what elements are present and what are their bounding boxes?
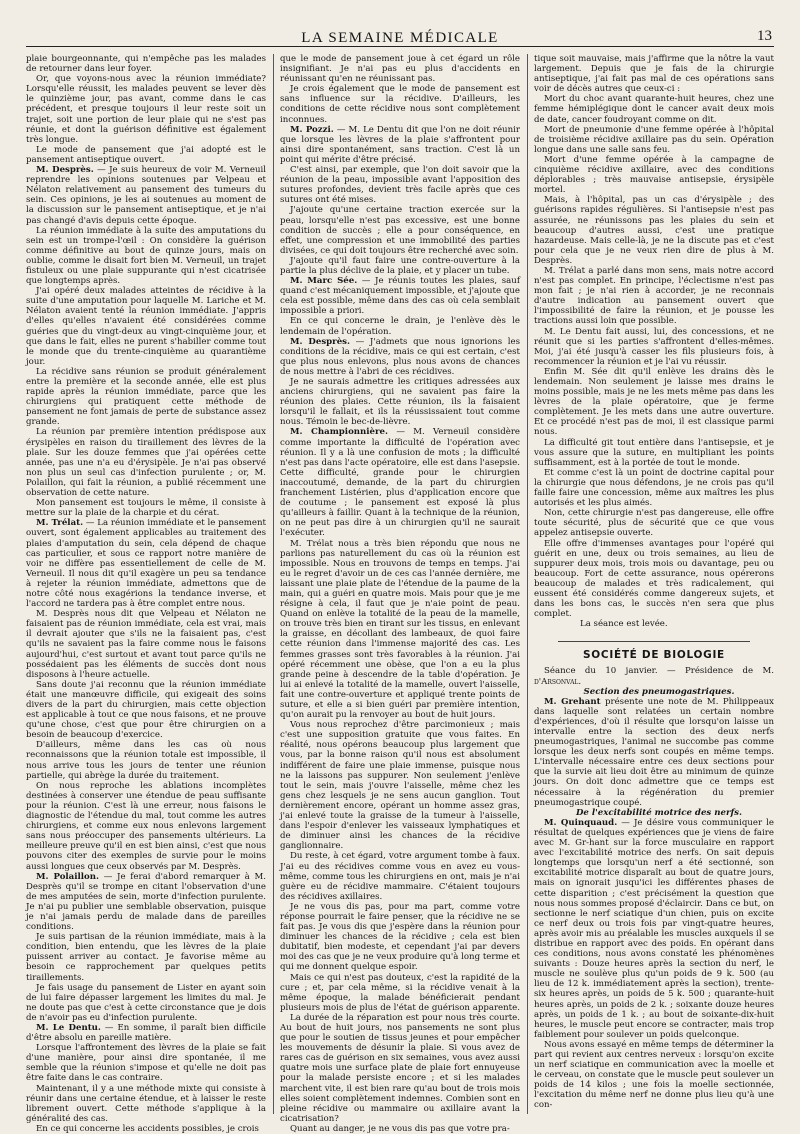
speaker-paragraph: [26, 518, 266, 609]
speaker-paragraph: [26, 872, 266, 933]
speaker-text: — Je ferai d'abord remarquer à M. Desprès qu'il se trompe en citant l'observation d'une de mes amputées de sein, morte d'infection purulente. Je n'ai pu publier une semblable observation, puisque je n'ai jamais perdu de malade dans de pareilles conditions.: [26, 871, 266, 933]
paragraph: que le mode de pansement joue à cet égard un rôle insignifiant. Je n'ai pas eu plus d'accidents en réunissant qu'en ne réunissant pas.: [280, 54, 520, 85]
president-name: d'Arsonval.: [534, 676, 582, 687]
speaker-text: — J'admets que nous ignorions les conditions de la récidive, mais ce qui est certain, c'est que plus nous enlevons, plus nous avons de chances de nous mettre à l'abri de ces récidives.: [280, 336, 521, 377]
paragraph: La réunion immédiate à la suite des amputations du sein est un trompe-l'œil : On considère la guérison comme définitive au bout de quinze jours, mais on oublie, comme le disait fort bien M. Verneuil, un trajet fistuleux ou une plaie suppurante qui n'est cicatrisée que longtemps après.: [26, 225, 266, 287]
speaker-paragraph: [280, 125, 520, 165]
speaker-paragraph: [26, 165, 266, 226]
subsection-title: De l'excitabilité motrice des nerfs.: [575, 807, 743, 818]
paragraph: Lorsque l'affrontement des lèvres de la plaie se fait d'une manière, pour ainsi dire spontanée, il me semble que la réunion s'impose et qu'elle ne doit pas être faite dans le cas contraire.: [26, 1043, 266, 1084]
paragraph: Vous nous reprochez d'être parcimonieux ; mais c'est une supposition gratuite que vous faites. En réalité, nous opérons beaucoup plus largement que vous, par la bonne raison qu'il nous est absolument indifférent de faire une plaie immense, puisque nous ne la laissons pas suppurer. Non seulement j'enlève tout le sein, mais j'ouvre l'aisselle, même chez les gens chez lesquels je ne sens aucun ganglion. Tout dernièrement encore, opérant un homme assez gras, j'ai enlevé toute la graisse de la tumeur à l'aisselle, dans l'espoir d'enlever les vaisseaux lymphatiques et de diminuer ainsi les chances de la récidive ganglionnaire.: [280, 720, 520, 852]
paragraph: Mort d'une femme opérée à la campagne de cinquième récidive axillaire, avec des conditions déplorables ; très mauvaise antisepsie, érysipèle mortel.: [534, 154, 774, 196]
speaker-text: — En somme, il paraît bien difficile d'être absolu en pareille matière.: [26, 1023, 266, 1044]
page-number: 13: [757, 28, 772, 44]
paragraph: Du reste, à cet égard, votre argument tombe à faux. J'ai eu des récidives comme vous en avez eu vous-même, comme tous les chirurgiens en ont, mais je n'ai guère eu de récidive mammaire. C'étaient toujours des récidives axillaires.: [280, 851, 520, 902]
speaker-name: M. Trélat.: [36, 518, 84, 529]
subsection-title: Section des pneumogastriques.: [583, 686, 735, 697]
paragraph: Mon pansement est toujours le même, il consiste à mettre sur la plaie de la charpie et du cérat.: [26, 498, 266, 519]
paragraph: Mort de pneumonie d'une femme opérée à l'hôpital de troisième récidive axillaire pas du sein. Opération longue dans une salle sans feu.: [534, 124, 774, 155]
session-date: Séance du 10 janvier.: [544, 666, 658, 677]
speaker-text: présente une note de M. Philippeaux dans laquelle sont relatées un certain nombre d'expériences, d'où il résulte que lorsqu'on laisse un intervalle entre la section des deux nerfs pneumogastriques, l'animal ne succombe pas comme lorsque les deux nerfs sont coupés en même temps. L'intervalle nécessaire entre ces deux sections pour que la survie ait lieu doit être au minimum de quinze jours. On doit donc admettre que ce temps est nécessaire à la régénération du premier pneumogastrique coupé.: [534, 696, 774, 808]
paragraph: Je crois également que le mode de pansement est sans influence sur la récidive. D'ailleurs, les conditions de cette récidive nous sont complètement inconnues.: [280, 84, 520, 125]
speaker-text: — M. Verneuil considère comme importante la difficulté de l'opération avec réunion. Il y a là une confusion de mots ; la difficulté n'est pas dans l'acte opératoire, elle est dans l'asepsie. Cette difficulté, grande pour le chirurgien inaccoutumé, demande, de la part du chirurgien franchement Listérien, plus d'application encore que de coutume ; le pansement est exposé là plus qu'ailleurs à faillir. Quant à la technique de la réunion, on ne peut pas dire à un chirurgien qu'il ne saurait l'exécuter.: [280, 427, 521, 539]
column-1: [26, 54, 266, 1134]
speaker-text: — M. Le Dentu dit que l'on ne doit réunir que lorsque les lèvres de la plaie s'affrontent pour ainsi dire spontanément, sans traction. C'est là un point qui mérite d'être précisé.: [280, 124, 520, 165]
column-divider: [527, 54, 528, 1114]
paragraph: On nous reproche les ablations incomplètes destinées à conserver une étendue de peau suffisante pour la réunion. C'est là une erreur, nous faisons le diagnostic de l'étendue du mal, tout comme les autres chirurgiens, et comme eux nous enlevons largement sans nous préoccuper des pansements ultérieurs. La meilleure preuve qu'il en est bien ainsi, c'est que nous pouvons citer des exemples de survie pour le moins aussi longues que ceux observés par M. Desprès.: [26, 780, 266, 872]
speaker-name: M. Pozzi.: [290, 124, 334, 135]
speaker-text: — Je réunis toutes les plaies, sauf quand c'est mécaniquement impossible, et j'ajoute que cela est possible, même dans des cas où cela semblait impossible a priori.: [280, 276, 521, 317]
speaker-text: — Je suis heureux de voir M. Verneuil reprendre les opinions soutenues par Velpeau et Nélaton relativement au pansement des tumeurs du sein. Ces opinions, je les ai soutenues au moment de la discussion sur le pansement antiseptique, et je n'ai pas changé d'avis depuis cette époque.: [26, 165, 266, 226]
speaker-text: — La réunion immédiate et le pansement ouvert, sont également applicables au traitement des plaies d'amputation du sein, cela dépend de chaque cas particulier, et sous ce rapport notre manière de voir ne diffère pas essentiellement de celle de M. Verneuil. Il nous dit qu'il exagère un peu sa tendance à rejeter la réunion immédiate, admettons que de notre côté nous exagérions la tendance inverse, et l'accord ne tardera pas à être complet entre nous.: [26, 518, 266, 610]
paragraph: Non, cette chirurgie n'est pas dangereuse, elle offre toute sécurité, plus de sécurité que ce que vous appelez antisepsie ouverte.: [534, 508, 774, 539]
paragraph: M. Trélat a parlé dans mon sens, mais notre accord n'est pas complet. En principe, l'éclectisme n'est pas mon fait ; je n'ai rien à accorder, je ne reconnais d'autre indication au pansement ouvert que l'impossibilité de faire la réunion, et je pousse les tractions aussi loin que possible.: [534, 265, 774, 327]
paragraph: Mais, à l'hôpital, pas un cas d'érysipèle ; des guérisons rapides régulières. Si l'antisepsie n'est pas assurée, ne réunissons pas les plaies du sein et beaucoup d'autres aussi, c'est une pratique hazardeuse. Mais celle-là, je ne la discute pas et c'est pour cela que je ne veux rien dire de plus à M. Desprès.: [534, 195, 774, 266]
speaker-paragraph: [280, 276, 520, 316]
paragraph: tique soit mauvaise, mais j'affirme que la nôtre la vaut largement. Depuis que je fais de la chirurgie antiseptique, j'ai fait pas mal de ces opérations sans voir de décès autres que ceux-ci :: [534, 54, 774, 95]
paragraph: En ce qui concerne le drain, je l'enlève dès le lendemain de l'opération.: [280, 316, 520, 337]
paragraph: D'ailleurs, même dans les cas où nous reconnaissons que la réunion totale est impossible, il nous arrive tous les jours de tenter une réunion partielle, qui abrège la durée du traitement.: [26, 740, 266, 781]
paragraph: Maintenant, il y a une méthode mixte qui consiste à réunir dans une certaine étendue, et à laisser le reste librement ouvert. Cette méthode s'applique à la généralité des cas.: [26, 1083, 266, 1124]
paragraph: Mais ce qui n'est pas douteux, c'est la rapidité de la cure ; et, par cela même, si la récidive venait à la même époque, la malade bénéficierait pendant plusieurs mois de plus de l'état de guérison apparente.: [280, 972, 520, 1013]
speaker-name: M. Championnière.: [290, 427, 389, 438]
paragraph: Elle offre d'immenses avantages pour l'opéré qui guérit en une, deux ou trois semaines, au lieu de suppurer deux mois, trois mois ou davantage, peu ou beaucoup. Fort de cette assurance, nous opérerons beaucoup de malades et très radicalement, qui eussent été considérés comme dangereux sujets, et dans les bons cas, le succès n'en sera que plus complet.: [534, 538, 774, 620]
session-presidency: — Présidence de M.: [657, 666, 774, 677]
paragraph: Or, que voyons-nous avec la réunion immédiate? Lorsqu'elle réussit, les malades peuvent se lever dès le quinzième jour, pas avant, comme dans le cas précédent, et presque toujours il leur reste soit un trajet, soit une portion de leur plaie qui ne s'est pas réunie, et dont la guérison définitive est également très longue.: [26, 74, 266, 145]
paragraph: J'ajoute qu'une certaine traction exercée sur la peau, lorsqu'elle n'est pas excessive, est une bonne condition de succès ; elle a pour conséquence, en effet, une compression et une immobilité des parties divisées, ce qui doit toujours être recherché avec soin.: [280, 205, 520, 256]
session-closed: La séance est levée.: [580, 619, 668, 630]
speaker-name: M. Marc Sée.: [290, 276, 358, 287]
article-columns: [26, 54, 774, 1134]
paragraph: M. Trélat nous a très bien répondu que nous ne parlions pas naturellement du cas où la réunion est impossible. Nous en trouvons de temps en temps. J'ai eu le regret d'avoir un de ces cas l'année dernière, me laissant une plaie plate de l'étendue de la paume de la main, qui a guéri en quatre mois. Mais pour que je me résigne à cela, il faut que je n'aie point de peau. Quand on enlève la totalité de la peau de la mamelle, on trouve très bien en tirant sur les tissus, en enlevant la graisse, en décollant des lambeaux, de quoi faire cette réunion dans l'immense majorité des cas. Les femmes grasses sont très favorables à la réunion. J'ai opéré récemment une obèse, que l'on a eu la plus grande peine à descendre de la table d'opération. Je lui ai enlevé la totalité de la mamelle, ouvert l'aisselle, fait une contre-ouverture et appliqué trente points de suture, et elle a si bien guéri par première intention, qu'on aurait pu la renvoyer au bout de huit jours.: [280, 538, 520, 721]
paragraph: La difficulté git tout entière dans l'antisepsie, et je vous assure que la suture, en multipliant les points suffisamment, est à la portée de tout le monde.: [534, 437, 774, 468]
paragraph: Sans doute j'ai reconnu que la réunion immédiate était une manœuvre difficile, qui exigeait des soins divers de la part du chirurgien, mais cette objection est applicable à tout ce que nous faisons, et ne prouve qu'une chose, c'est que pour être chirurgien on a besoin de beaucoup d'exercice.: [26, 679, 266, 741]
speaker-paragraph: [280, 337, 520, 377]
speaker-name: M. Le Dentu.: [36, 1023, 101, 1033]
paragraph: M. Le Dentu fait aussi, lui, des concessions, et ne réunit que si les parties s'affrontent d'elles-mêmes. Moi, j'ai été jusqu'à casser les fils plusieurs fois, à recommencer la réunion et je l'ai vu réussir.: [534, 326, 774, 367]
paragraph: La réunion par première intention prédispose aux érysipèles en raison du tiraillement des lèvres de la plaie. Sur les douze femmes que j'ai opérées cette année, pas une n'a eu d'érysipèle. Je n'ai pas observé non plus un seul cas d'infection purulente ; or, M. Polaillon, qui fait la réunion, a publié récemment une observation de cette nature.: [26, 427, 266, 499]
paragraph: Mort du choc avant quarante-huit heures, chez une femme hémiplégique dont le cancer avait deux mois de date, cancer foudroyant comme on dit.: [534, 94, 774, 125]
paragraph: Je ne vous dis pas, pour ma part, comme votre réponse pourrait le faire penser, que la récidive ne se fait pas. Je vous dis que j'espère dans la réunion pour diminuer les chances de la récidive ; cela est bien dubitatif, bien modeste, et cependant j'ai par devers moi des cas que je ne veux produire qu'à long terme et qui me donnent quelque espoir.: [280, 901, 520, 973]
paragraph: M. Desprès nous dit que Velpeau et Nélaton ne faisaient pas de réunion immédiate, cela est vrai, mais il devrait ajouter que s'ils ne la faisaient pas, c'est qu'ils ne savaient pas la faire comme nous le faisons aujourd'hui, c'est surtout et avant tout parce qu'ils ne possédaient pas les éléments de succès dont nous disposons à l'heure actuelle.: [26, 609, 266, 680]
speaker-paragraph: [280, 427, 520, 538]
speaker-text: — Je désire vous communiquer le résultat de quelques expériences que je viens de faire avec M. Gr-hant sur la force musculaire en rapport avec l'excitabilité motrice des nerfs. On sait depuis longtemps que lorsqu'un nerf a été sectionné, son excitabilité motrice disparaît au bout de quatre jours, mais on ignorait jusqu'ici les différentes phases de cette disparition ; c'est précisément la question que nous nous sommes proposé d'éclaircir. Dans ce but, on sectionne le nerf sciatique d'un chien, puis on excite ce nerf deux ou trois fois par vingt-quatre heures, après avoir mis au préalable les muscles auxquels il se distribue en rapport avec des poids. En opérant dans ces conditions, nous avons constaté les phénomènes suivants : Douze heures après la section du nerf, le muscle ne soulève plus qu'un poids de 9 k. 500 (au lieu de 12 k. immédiatement après la section), trente-six heures après, un poids de 5 k. 500 ; quarante-huit heures après, un poids de 2 k. ; soixante douze heures après, un poids de 1 k. ; au bout de soixante-dix-huit heures, le muscle peut encore se contracter, mais trop faiblement pour soulever un poids quelconque.: [534, 817, 774, 1040]
paragraph: Quant au danger, je ne vous dis pas que votre pra-: [290, 1123, 510, 1134]
paragraph: Je ne saurais admettre les critiques adressées aux anciens chirurgiens, qui ne savaient pas faire la réunion des plaies. Cette réunion, ils la faisaient lorsqu'il le fallait, et ils la réussissaient tout comme nous. Témoin le bec-de-lièvre.: [280, 377, 520, 428]
session-line: [534, 666, 774, 686]
speaker-name: M. Grehant: [544, 696, 601, 707]
speaker-name: M. Polaillon.: [36, 871, 100, 882]
paragraph: C'est ainsi, par exemple, que l'on doit savoir que la réunion de la peau, impossible avant l'apposition des sutures profondes, devient très facile après que ces sutures ont été mises.: [280, 165, 520, 206]
paragraph: J'ajoute qu'il faut faire une contre-ouverture à la partie la plus déclive de la plaie, et y placer un tube.: [280, 255, 520, 276]
speaker-paragraph: [534, 697, 774, 808]
paragraph: Nous avons essayé en même temps de déterminer la part qui revient aux centres nerveux : lorsqu'on excite un nerf sciatique en communication avec la moelle et le cerveau, on constate que le muscle peut soulever un poids de 14 kilos ; une fois la moelle sectionnée, l'excitation du même nerf ne donne plus lieu qu'à une con-: [534, 1039, 774, 1111]
page-header: [26, 20, 774, 47]
paragraph: En ce qui concerne les accidents possibles, je crois: [36, 1123, 259, 1134]
paragraph: plaie bourgeonnante, qui n'empêche pas les malades de retourner dans leur foyer.: [26, 54, 266, 75]
speaker-paragraph: [26, 1023, 266, 1043]
paragraph: Je fais usage du pansement de Lister en ayant soin de lui faire dépasser largement les limites du mal. Je ne doute pas que c'est à cette circonstance que je dois de n'avoir pas eu d'infection purulente.: [26, 982, 266, 1023]
speaker-name: M. Quinquaud.: [544, 817, 618, 828]
paragraph: La récidive sans réunion se produit généralement entre la première et la seconde année, elle est plus rapide après la réunion immédiate, parce que les chirurgiens qui pratiquent cette méthode de pansement ne font jamais de perte de substance assez grande.: [26, 366, 266, 428]
paragraph: Enfin M. Sée dit qu'il enlève les drains dès le lendemain. Non seulement je laisse mes drains le moins possible, mais je ne les mets même pas dans les lèvres de la plaie opératoire, que je ferme complètement. Je les mets dans une autre ouverture. Et ce procédé n'est pas de moi, il est classique parmi nous.: [534, 366, 774, 438]
speaker-paragraph: [534, 818, 774, 1040]
journal-title: LA SEMAINE MÉDICALE: [301, 30, 499, 46]
speaker-name: M. Desprès.: [36, 165, 94, 176]
speaker-name: M. Desprès.: [290, 336, 351, 347]
column-2: [280, 54, 521, 1134]
paragraph: J'ai opéré deux malades atteintes de récidive à la suite d'une amputation pour laquelle M. Lariche et M. Nélaton avaient tenté la réunion immédiate. J'appris d'elles qu'elles n'avaient été considérées comme guéries que du vingt-deux au vingt-cinquième jour, et que dans le fait, elles ne purent s'habiller comme tout le monde que du trente-cinquième au quarantième jour.: [26, 286, 266, 367]
column-divider: [273, 54, 274, 1114]
paragraph: Je suis partisan de la réunion immédiate, mais à la condition, bien entendu, que les lèvres de la plaie puissent arriver au contact. Je favorise même au besoin ce rapprochement par quelques petits tiraillements.: [26, 932, 266, 983]
section-divider: [558, 641, 750, 642]
column-3: [534, 54, 774, 1114]
society-heading: SOCIÉTÉ DE BIOLOGIE: [583, 649, 725, 662]
paragraph: La durée de la réparation est pour nous très courte. Au bout de huit jours, nos pansements ne sont plus que pour le soutien de tissus jeunes et pour empêcher les mouvements de désunir la plaie. Si vous avez de rares cas de guérison en six semaines, vous avez aussi quatre mois une surface plate de plaie fort ennuyeuse pour la malade persiste encore ; et si les malades marchent vite, il est bien rare qu'au bout de trois mois elles soient complètement indemnes. Combien sont en pleine récidive ou mammaire ou axillaire avant la cicatrisation?: [280, 1012, 520, 1124]
paragraph: Le mode de pansement que j'ai adopté est le pansement antiseptique ouvert.: [26, 144, 266, 165]
paragraph: Et comme c'est là un point de doctrine capital pour la chirurgie que nous défendons, je ne crois pas qu'il faille faire une concession, même aux maîtres les plus autorisés et les plus aimés.: [534, 467, 774, 509]
